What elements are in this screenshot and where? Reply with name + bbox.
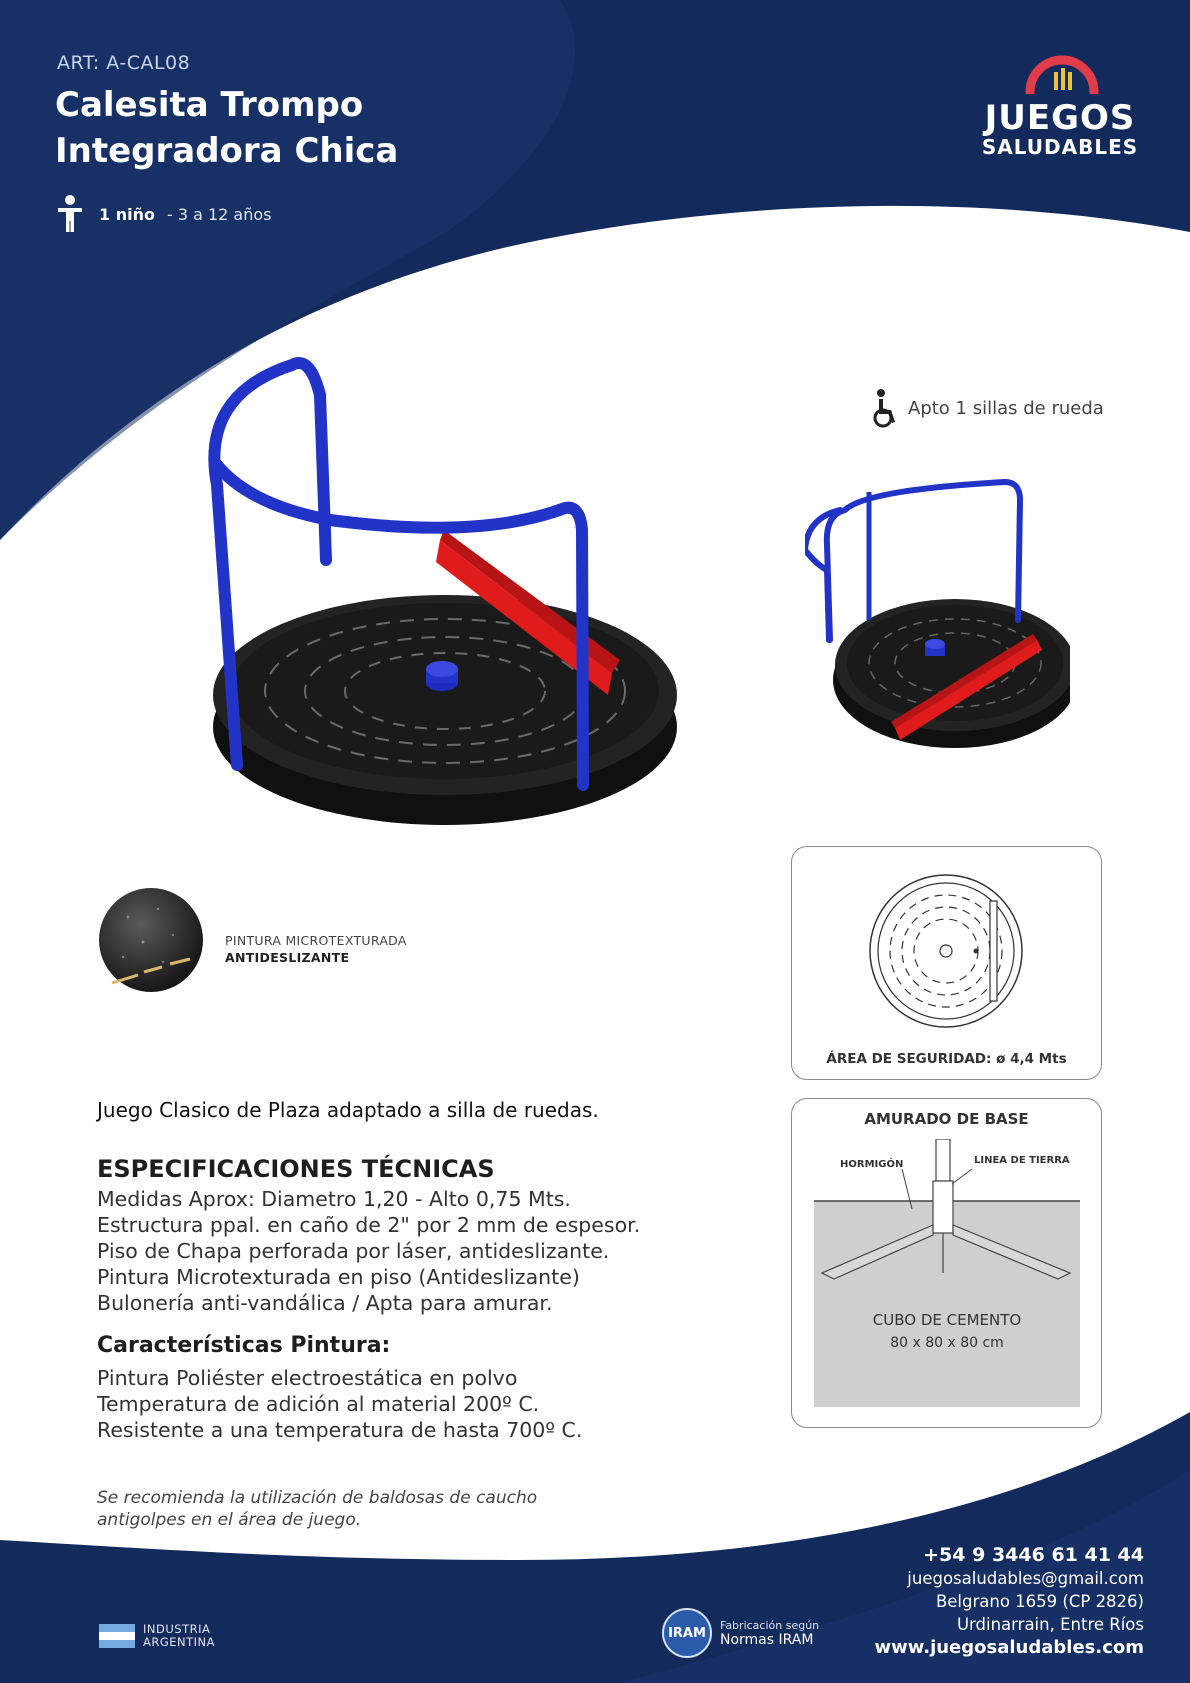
cubo-label: CUBO DE CEMENTO [872, 1311, 1022, 1329]
wheelchair-text: Apto 1 sillas de rueda [908, 397, 1104, 419]
phone-number[interactable]: +54 9 3446 61 41 44 [923, 1544, 1144, 1566]
industria-argentina-badge [99, 1623, 215, 1649]
texture-label [225, 932, 407, 966]
argentina-flag-icon [99, 1624, 135, 1648]
paint-item: Temperatura de adición al material 200º C. [97, 1392, 540, 1416]
specs-heading: ESPECIFICACIONES TÉCNICAS [97, 1155, 495, 1183]
spec-item: Pintura Microtexturada en piso (Antideslizante) [97, 1265, 580, 1289]
iram-line-2: Normas IRAM [720, 1631, 814, 1648]
paint-list [97, 1365, 582, 1443]
safety-area-label: ÁREA DE SEGURIDAD: ø 4,4 Mts [826, 1051, 1067, 1067]
industria-line-1: INDUSTRIA [143, 1622, 211, 1636]
note-line-1: Se recomienda la utilización de baldosas de caucho [97, 1488, 538, 1508]
industria-line-2: ARGENTINA [143, 1635, 216, 1649]
city: Urdinarrain, Entre Ríos [956, 1615, 1144, 1634]
paint-heading: Características Pintura: [97, 1333, 391, 1358]
tagline: Juego Clasico de Plaza adaptado a silla de ruedas. [97, 1098, 599, 1122]
logo-word-2: SALUDABLES [981, 135, 1139, 159]
spec-item: Medidas Aprox: Diametro 1,20 - Alto 0,75 Mts. [97, 1187, 571, 1211]
kids-count: 1 niño [99, 204, 155, 224]
child-icon [55, 194, 85, 234]
safety-area-diagram [866, 871, 1026, 1031]
spec-item: Bulonería anti-vandálica / Apta para amurar. [97, 1291, 553, 1315]
recommendation-note [97, 1487, 537, 1531]
contact-block [875, 1544, 1145, 1659]
article-code: ART: A-CAL08 [57, 52, 191, 74]
title-line-2: Integradora Chica [55, 131, 399, 171]
age-range: - 3 a 12 años [166, 204, 272, 224]
linea-tierra-label: LINEA DE TIERRA [974, 1155, 1070, 1166]
texture-line-1: PINTURA MICROTEXTURADA [225, 933, 407, 948]
hormigon-label: HORMIGÓN [840, 1159, 904, 1170]
base-anchoring-box [791, 1098, 1102, 1428]
base-diagram [812, 1139, 1082, 1409]
base-title: AMURADO DE BASE [864, 1110, 1029, 1128]
title-line-1: Calesita Trompo [55, 85, 364, 125]
product-main-image [180, 355, 710, 875]
texture-sample-image [98, 887, 204, 993]
note-line-2: antigolpes en el área de juego. [97, 1510, 362, 1530]
iram-badge [662, 1608, 819, 1658]
iram-line-1: Fabricación según [720, 1618, 820, 1632]
product-title [55, 82, 475, 174]
iram-seal-icon: IRAM [662, 1608, 712, 1658]
paint-item: Resistente a una temperatura de hasta 700º C. [97, 1418, 583, 1442]
texture-line-2: ANTIDESLIZANTE [225, 950, 350, 965]
website-link[interactable]: www.juegosaludables.com [874, 1637, 1144, 1658]
paint-item: Pintura Poliéster electroestática en polvo [97, 1366, 518, 1390]
capacity-row [55, 194, 272, 234]
brand-logo [980, 52, 1140, 158]
email-address[interactable]: juegosaludables@gmail.com [907, 1569, 1144, 1588]
logo-arc-icon [1024, 50, 1100, 94]
product-secondary-image [805, 470, 1070, 760]
wheelchair-capacity [872, 388, 1104, 428]
street-address: Belgrano 1659 (CP 2826) [935, 1592, 1144, 1611]
spec-item: Estructura ppal. en caño de 2" por 2 mm de espesor. [97, 1213, 641, 1237]
wheelchair-icon [872, 388, 898, 428]
safety-area-box [791, 846, 1102, 1080]
specs-list [97, 1186, 640, 1316]
spec-item: Piso de Chapa perforada por láser, antideslizante. [97, 1239, 610, 1263]
cubo-dimensions: 80 x 80 x 80 cm [890, 1335, 1004, 1351]
logo-word-1: JUEGOS [984, 98, 1136, 138]
